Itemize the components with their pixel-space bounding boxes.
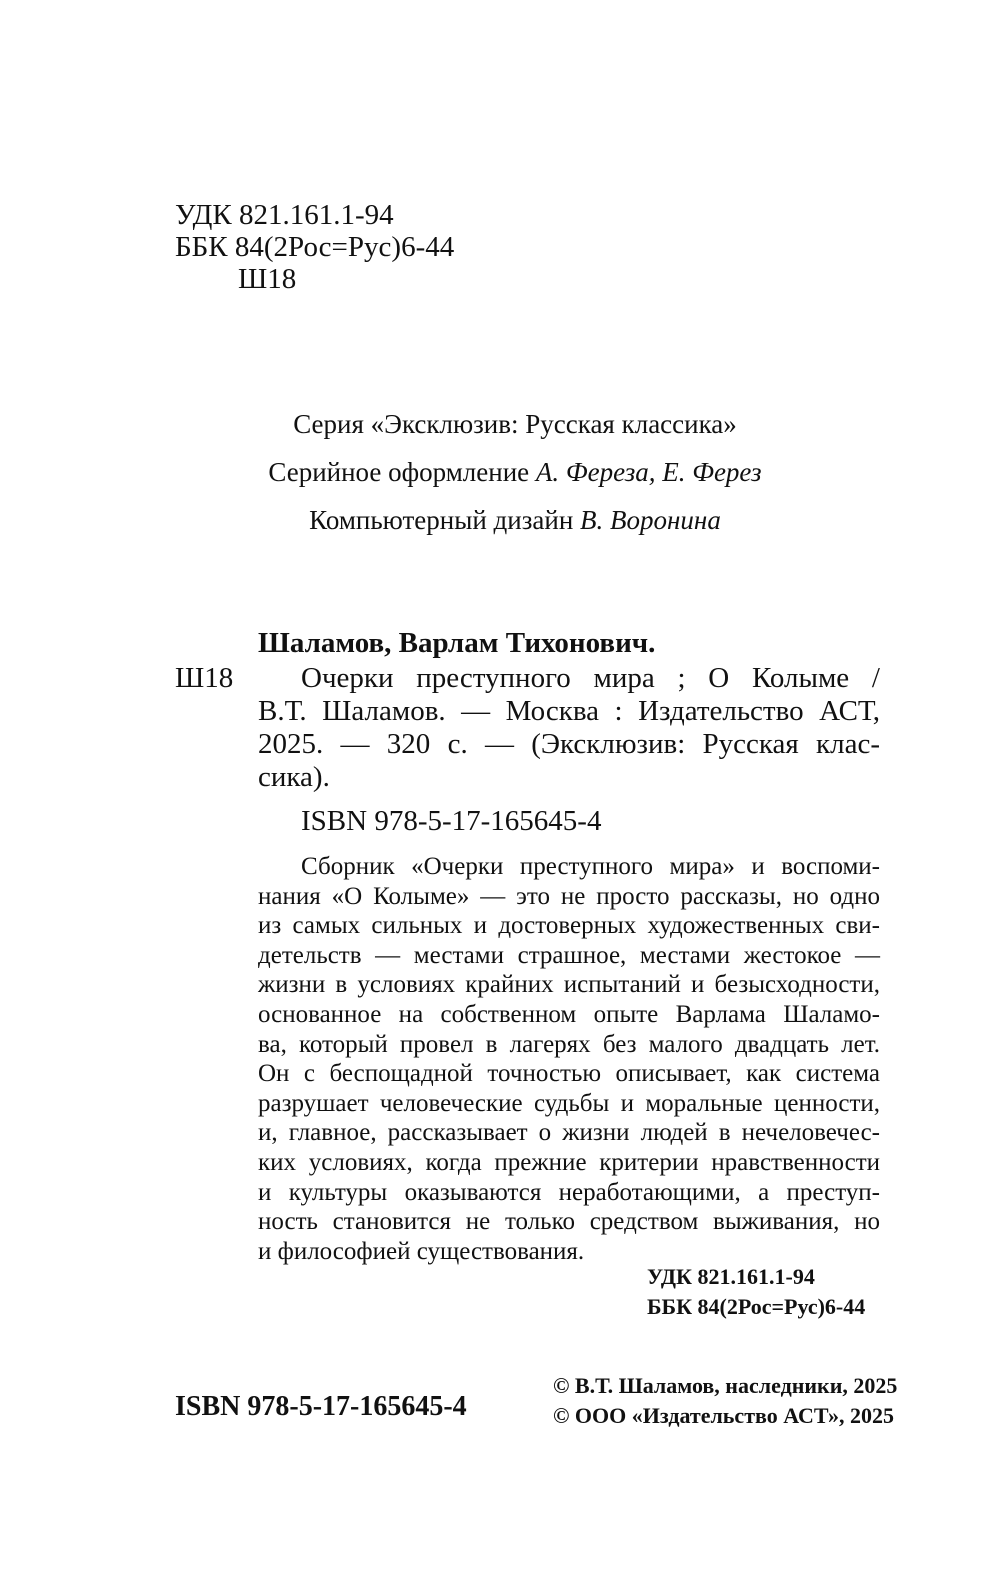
design-label: Серийное оформление [268,457,530,487]
description-line-4: сика). [258,761,330,793]
bbk-code-bottom: ББК 84(2Рос=Рус)6-44 [647,1294,866,1319]
computer-design-name: В. Воронина [580,505,721,535]
udk-code-bottom: УДК 821.161.1-94 [647,1264,815,1289]
footer-isbn: ISBN 978-5-17-165645-4 [175,1391,467,1422]
copyright-publisher: © ООО «Издательство АСТ», 2025 [553,1403,895,1428]
annotation-line: разрушает человеческие судьбы и моральные ценности, [258,1089,880,1117]
udk-code: УДК 821.161.1-94 [175,199,394,231]
annotation-line: и, главное, рассказывает о жизни людей в нечеловечес- [258,1119,880,1147]
annotation-line: основанное на собственном опыте Варлама Шаламо- [258,1000,880,1028]
annotation-line: Он с беспощадной точностью описывает, как система [258,1060,880,1088]
annotation [258,852,880,1266]
annotation-line: жизни в условиях крайних испытаний и безысходности, [258,971,880,999]
computer-design-label: Компьютерный дизайн [309,505,574,535]
record-mark: Ш18 [175,662,234,694]
annotation-line: Сборник «Очерки преступного мира» и воспоми- [301,853,880,880]
annotation-line: и философией существования. [258,1237,585,1265]
author-mark: Ш18 [238,263,297,295]
series-line: Серия «Эксклюзив: Русская классика» [293,409,737,439]
annotation-line: нания «О Колыме» — это не просто рассказы, но одно [258,882,880,910]
annotation-line: и культуры оказываются неработающими, а преступ- [258,1178,880,1206]
description-line-3: 2025. — 320 с. — (Эксклюзив: Русская клас- [258,728,880,760]
annotation-line: детельств — местами страшное, местами жестокое — [258,941,880,969]
annotation-line: ва, который провел в лагерях без малого двадцать лет. [258,1030,880,1058]
description-line-2: В.Т. Шаламов. — Москва : Издательство АСТ, [258,695,880,727]
author-heading: Шаламов, Варлам Тихонович. [258,627,656,659]
bbk-code: ББК 84(2Рос=Рус)6-44 [175,231,455,263]
description-line-1: Очерки преступного мира ; О Колыме / [301,662,880,694]
design-credit [0,457,1000,488]
annotation-line: ких условиях, когда прежние критерии нравственности [258,1148,880,1176]
record-isbn: ISBN 978-5-17-165645-4 [301,805,602,837]
annotation-line: из самых сильных и достоверных художественных сви- [258,912,880,940]
annotation-line: ность становится не только средством выживания, но [258,1208,880,1236]
design-names: А. Фереза, Е. Ферез [535,457,762,487]
computer-design-credit [0,505,1000,536]
copyright-author: © В.Т. Шаламов, наследники, 2025 [553,1373,898,1398]
